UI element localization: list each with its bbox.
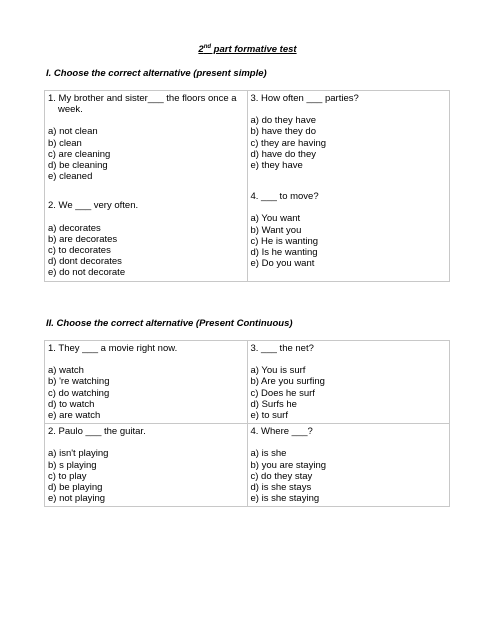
- s1-question-4-text: 4. ___ to move?: [250, 191, 319, 203]
- s1-q2-option-a[interactable]: a) decorates: [48, 222, 101, 234]
- s1-q2-option-c[interactable]: c) to decorates: [48, 245, 111, 257]
- s1-q1-options: [48, 126, 244, 182]
- s2-q3-options: [251, 365, 447, 421]
- s2-q4-option-d[interactable]: d) is she stays: [250, 482, 312, 494]
- s2-q4-options: [251, 448, 447, 504]
- s2-question-2-cell: [45, 424, 248, 507]
- s2-q2-option-a[interactable]: a) isn't playing: [48, 448, 109, 460]
- s1-q3-option-c[interactable]: c) they are having: [250, 137, 327, 149]
- s2-q2-option-e[interactable]: e) not playing: [48, 493, 106, 505]
- s2-q2-options: [48, 448, 244, 504]
- s2-q2-option-d[interactable]: d) be playing: [48, 482, 103, 494]
- s2-question-2-text: 2. Paulo ___ the guitar.: [48, 426, 146, 438]
- s2-q1-option-b[interactable]: b) 're watching: [48, 376, 110, 388]
- s1-q3-option-d[interactable]: d) have do they: [250, 148, 316, 160]
- s1-question-3-text: 3. How often ___ parties?: [250, 93, 359, 104]
- s1-question-1-cell: [45, 91, 248, 282]
- s1-q4-option-c[interactable]: c) He is wanting: [250, 235, 319, 247]
- s2-q4-option-b[interactable]: b) you are staying: [250, 459, 327, 471]
- s1-q1-line2: week.: [58, 104, 83, 116]
- s1-q1-option-a[interactable]: a) not clean: [48, 126, 98, 138]
- s1-question-3-cell: [247, 91, 450, 282]
- s2-q1-option-e[interactable]: e) are watch: [48, 410, 101, 422]
- section-1-table: [44, 90, 450, 282]
- section-2-heading: II. Choose the correct alternative (Present Continuous): [46, 318, 293, 329]
- s1-q1-option-d[interactable]: d) be cleaning: [48, 160, 108, 172]
- s2-q3-option-b[interactable]: b) Are you surfing: [250, 376, 325, 388]
- s2-question-3-cell: [247, 341, 450, 424]
- page-title: [0, 44, 495, 55]
- s2-question-1-text: 1. They ___ a movie right now.: [48, 343, 178, 354]
- s2-question-4-cell: [247, 424, 450, 507]
- s2-q2-option-c[interactable]: c) to play: [48, 470, 87, 482]
- s1-question-1-text: [48, 93, 244, 115]
- section-2-table: [44, 340, 450, 507]
- title-text-start: 2: [198, 44, 204, 56]
- s2-question-4-text: 4. Where ___?: [250, 426, 313, 438]
- s1-q1-line1: 1. My brother and sister___ the floors once a: [48, 93, 237, 104]
- s2-q1-option-c[interactable]: c) do watching: [48, 387, 110, 399]
- s2-question-1-cell: [45, 341, 248, 424]
- s1-question-2-text: 2. We ___ very often.: [48, 200, 139, 212]
- s1-q2-options: [48, 223, 244, 279]
- s1-q2-option-e[interactable]: e) do not decorate: [48, 267, 126, 279]
- s1-q2-option-b[interactable]: b) are decorates: [48, 233, 118, 245]
- title-text-end: part formative test: [211, 44, 297, 56]
- s1-q3-option-b[interactable]: b) have they do: [250, 126, 316, 138]
- s1-q4-option-d[interactable]: d) Is he wanting: [250, 247, 318, 259]
- s2-q3-option-e[interactable]: e) to surf: [250, 410, 288, 422]
- s2-q1-option-d[interactable]: d) to watch: [48, 398, 95, 410]
- s2-q4-option-a[interactable]: a) is she: [250, 448, 287, 460]
- s1-q4-option-a[interactable]: a) You want: [250, 213, 301, 225]
- s1-q4-options: [251, 213, 447, 269]
- title-superscript: nd: [203, 44, 212, 50]
- s2-q4-option-c[interactable]: c) do they stay: [250, 470, 313, 482]
- s1-q1-option-e[interactable]: e) cleaned: [48, 171, 93, 183]
- s2-q2-option-b[interactable]: b) s playing: [48, 459, 97, 471]
- s1-q3-options: [251, 115, 447, 171]
- s2-q4-option-e[interactable]: e) is she staying: [250, 493, 320, 505]
- s1-q3-option-a[interactable]: a) do they have: [250, 115, 316, 127]
- s1-q4-option-b[interactable]: b) Want you: [250, 224, 302, 236]
- s2-q3-option-c[interactable]: c) Does he surf: [250, 387, 315, 399]
- s1-q1-option-c[interactable]: c) are cleaning: [48, 148, 111, 160]
- s1-q4-option-e[interactable]: e) Do you want: [250, 258, 315, 270]
- s2-question-3-text: 3. ___ the net?: [250, 343, 314, 354]
- s1-q2-option-d[interactable]: d) dont decorates: [48, 256, 122, 268]
- s1-q1-option-b[interactable]: b) clean: [48, 137, 82, 149]
- s1-q3-option-e[interactable]: e) they have: [250, 160, 303, 172]
- section-1-heading: I. Choose the correct alternative (present simple): [46, 68, 267, 79]
- s2-q1-option-a[interactable]: a) watch: [48, 365, 84, 377]
- s2-q1-options: [48, 365, 244, 421]
- s2-q3-option-a[interactable]: a) You is surf: [250, 365, 306, 377]
- s2-q3-option-d[interactable]: d) Surfs he: [250, 398, 297, 410]
